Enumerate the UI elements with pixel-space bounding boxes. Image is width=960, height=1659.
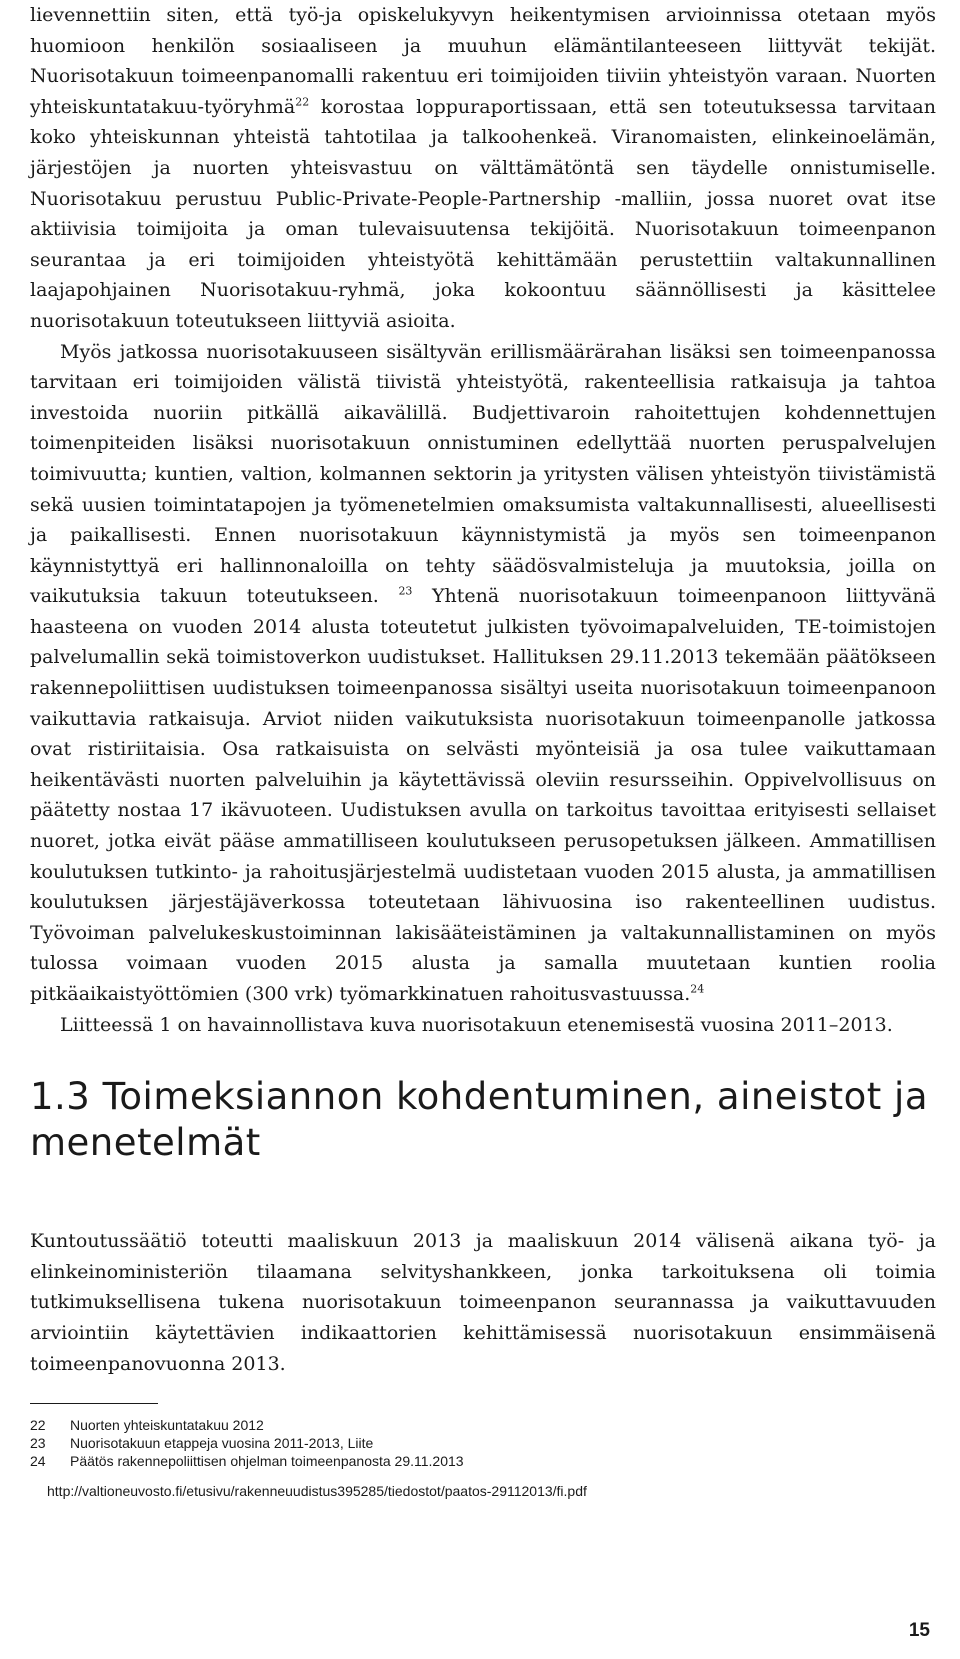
paragraph-1-part-1: lievennettiin siten, että työ-ja opiskelukyvyn heikentymisen arvioinnissa otetaan myös huomioon henkilön sosiaaliseen ja muuhun elämäntilanteeseen liittyvät tekijät. Nuorisotakuun toimeenpanomalli rakentuu eri toimijoiden tiiviin yhteistyön varaan. Nuorten yhteiskuntatakuu-työryhmä (30, 4, 936, 118)
footnote-22 (30, 1416, 936, 1434)
page-number: 15 (908, 1620, 930, 1641)
footnote-url-link[interactable]: http://valtioneuvosto.fi/etusivu/rakenneuudistus395285/tiedostot/paatos-29112013/fi.pdf (47, 1483, 587, 1500)
paragraph-3: Liitteessä 1 on havainnollistava kuva nuorisotakuun etenemisestä vuosina 2011–2013. (60, 1013, 893, 1036)
footnote-text: Nuorisotakuun etappeja vuosina 2011-2013, Liite (70, 1435, 374, 1452)
footnote-number: 23 (30, 1435, 46, 1452)
paragraph-2 (30, 337, 936, 1010)
footnote-ref-24[interactable]: 24 (690, 982, 705, 996)
footnote-23 (30, 1434, 936, 1452)
footnote-ref-23[interactable]: 23 (398, 584, 413, 598)
footnote-text: Nuorten yhteiskuntatakuu 2012 (70, 1417, 264, 1434)
footnote-number: 24 (30, 1453, 46, 1470)
paragraph-2-part-1: Myös jatkossa nuorisotakuuseen sisältyvän erillismäärärahan lisäksi sen toimeenpanossa tarvitaan eri toimijoiden välistä tiivistä yhteistyötä, rakenteellisia ratkaisuja ja tahtoa investoida nuoriin pitkällä aikavälillä. Budjettivaroin rahoitettujen kohdennettujen toimenpiteiden lisäksi nuorisotakuun onnistuminen edellyttää nuorten peruspalvelujen toimivuutta; kuntien, valtion, kolmannen sektorin ja yritysten välisen yhteistyön tiivistämistä sekä uusien toimintatapojen ja työmenetelmien omaksumista valtakunnallisesti, alueellisesti ja paikallisesti. Ennen nuorisotakuun käynnistymistä ja myös sen toimeenpanon käynnistyttyä eri hallinnonaloilla on tehty säädösvalmisteluja ja muutoksia, joilla on vaikutuksia takuun toteutukseen. (30, 340, 936, 608)
section-heading: 1.3 Toimeksiannon kohdentuminen, aineistot ja menetelmät (30, 1075, 928, 1165)
document-page (30, 0, 936, 1500)
footnotes (30, 1416, 936, 1500)
footnote-number: 22 (30, 1417, 46, 1434)
paragraph-2-part-2: Yhtenä nuorisotakuun toimeenpanoon liittyvänä haasteena on vuoden 2014 alusta toteutetut julkisten työvoimapalveluiden, TE-toimistojen palvelumallin sekä toimistoverkon uudistukset. Hallituksen 29.11.2013 tekemään päätökseen rakennepoliittisen uudistuksen toimeenpanossa sisältyi useita nuorisotakuun toimeenpanoon vaikuttavia ratkaisuja. Arviot niiden vaikutuksista nuorisotakuun toimeenpanolle jatkossa ovat ristiriitaisia. Osa ratkaisuista on selvästi myönteisiä ja osa tulee vaikuttamaan heikentävästi nuorten palveluihin ja käytettävissä oleviin resursseihin. Oppivelvollisuus on päätetty nostaa 17 ikävuoteen. Uudistuksen avulla on tarkoitus tavoittaa erityisesti sellaiset nuoret, jotka eivät pääse ammatilliseen koulutukseen perusopetuksen jälkeen. Ammatillisen koulutuksen tutkinto- ja rahoitusjärjestelmä uudistetaan vuoden 2015 alusta, ja ammatillisen koulutuksen järjestäjäverkossa toteutetaan lähivuosina iso rakenteellinen uudistus. Työvoiman palvelukeskustoiminnan lakisääteistäminen ja valtakunnallistaminen on myös tulossa voimaan vuoden 2015 alusta ja samalla muutetaan kuntien roolia pitkäaikaistyöttömien (300 vrk) työmarkkinatuen rahoitusvastuussa. (30, 585, 936, 1005)
footnote-text: Päätös rakennepoliittisen ohjelman toimeenpanosta 29.11.2013 (70, 1453, 464, 1470)
section-paragraph: Kuntoutussäätiö toteutti maaliskuun 2013 ja maaliskuun 2014 välisenä aikana työ- ja elinkeinoministeriön tilaamana selvityshankkeen, jonka tarkoituksena oli toimia tutkimuksellisena tukena nuorisotakuun toimeenpanon seurannassa ja vaikuttavuuden arviointiin käytettävien indikaattorien kehittämisessä nuorisotakuun ensimmäisenä toimeenpanovuonna 2013. (30, 1230, 936, 1375)
paragraph-1-part-2: korostaa loppuraportissaan, että sen toteutuksessa tarvitaan koko yhteiskunnan yhteistä tahtotilaa ja talkoohenkeä. Viranomaisten, elinkeinoelämän, järjestöjen ja nuorten yhteisvastuu on välttämätöntä sen täydelle onnistumiselle. Nuorisotakuu perustuu Public-Private-People-Partnership -malliin, jossa nuoret ovat itse aktiivisia toimijoita ja oman tulevaisuutensa tekijöitä. Nuorisotakuun toimeenpanon seurantaa ja eri toimijoiden yhteistyötä kehittämään perustettiin valtakunnallinen laajapohjainen Nuorisotakuu-ryhmä, joka kokoontuu säännöllisesti ja käsittelee nuorisotakuun toteutukseen liittyviä asioita. (30, 95, 936, 332)
footnote-24 (30, 1452, 936, 1470)
footnote-ref-22[interactable]: 22 (295, 95, 310, 109)
paragraph-1 (30, 0, 936, 337)
footnote-divider (30, 1403, 158, 1404)
